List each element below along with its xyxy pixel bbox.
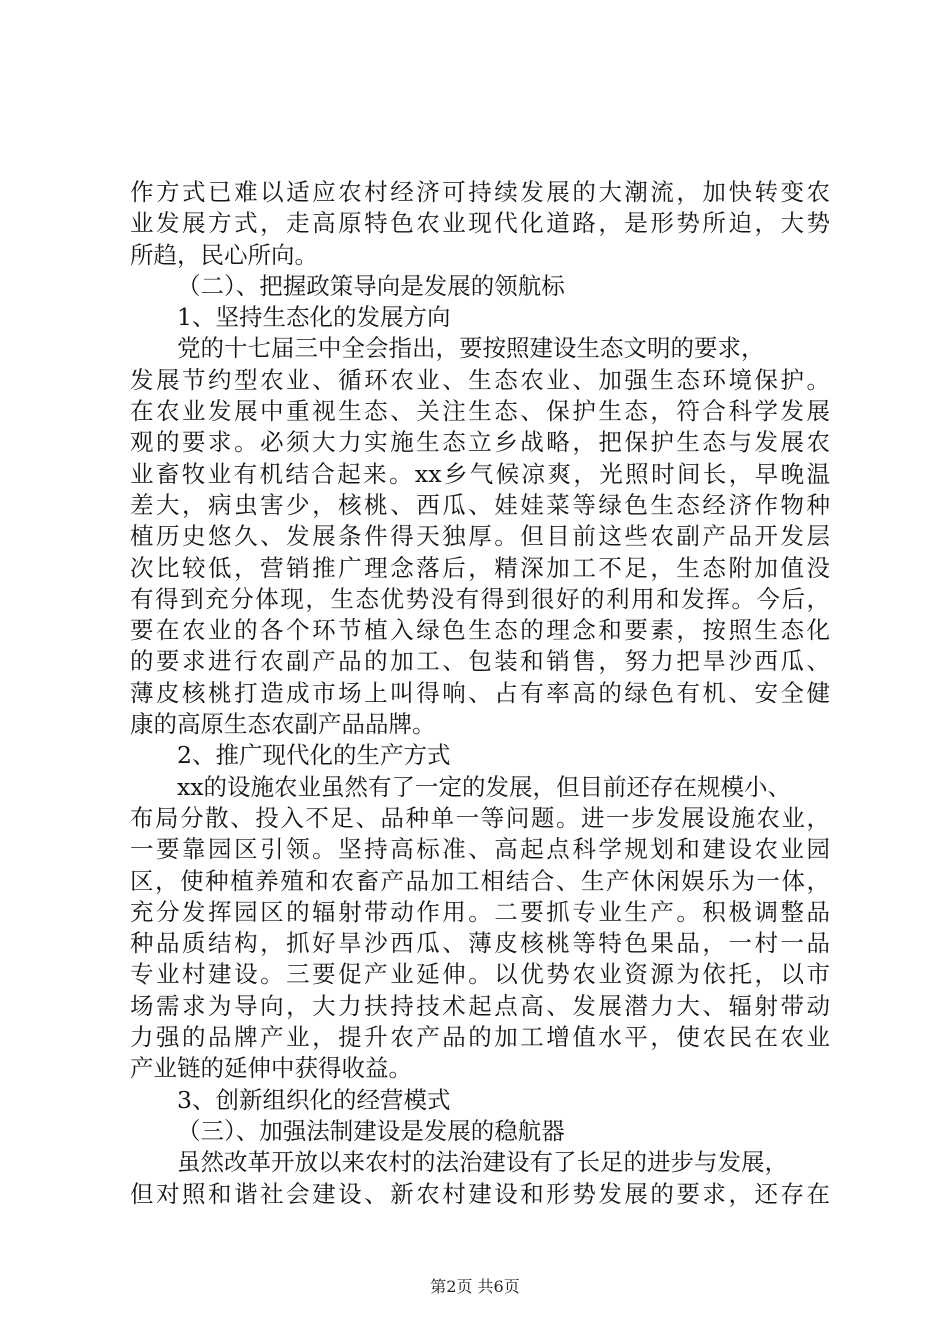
text-line: 产业链的延伸中获得收益。 — [130, 1054, 412, 1083]
section-heading: （二）、把握政策导向是发展的领航标 — [177, 271, 565, 300]
section-heading: （三）、加强法制建设是发展的稳航器 — [177, 1116, 565, 1145]
text-line: 但对照和谐社会建设、新农村建设和形势发展的要求，还存在 — [130, 1179, 830, 1208]
subsection-heading: 1、坚持生态化的发展方向 — [177, 303, 451, 332]
text-line: 次比较低，营销推广理念落后，精深加工不足，生态附加值没 — [130, 553, 830, 582]
page-footer: 第2页 共6页 — [430, 1277, 520, 1296]
text-line: 场需求为导向，大力扶持技术起点高、发展潜力大、辐射带动 — [130, 991, 830, 1020]
text-line: xx的设施农业虽然有了一定的发展，但目前还存在规模小、 — [177, 772, 792, 801]
text-line: 一要靠园区引领。坚持高标准、高起点科学规划和建设农业园 — [130, 835, 830, 864]
text-line: 差大，病虫害少，核桃、西瓜、娃娃菜等绿色生态经济作物种 — [130, 490, 830, 519]
text-line: 党的十七届三中全会指出，要按照建设生态文明的要求， — [177, 334, 765, 363]
text-line: 康的高原生态农副产品品牌。 — [130, 710, 436, 739]
text-line: 发展节约型农业、循环农业、生态农业、加强生态环境保护。 — [130, 365, 830, 394]
text-line: 植历史悠久、发展条件得天独厚。但目前这些农副产品开发层 — [130, 522, 830, 551]
subsection-heading: 3、创新组织化的经营模式 — [177, 1085, 451, 1114]
text-line: 所趋，民心所向。 — [130, 240, 318, 269]
text-line: 虽然改革开放以来农村的法治建设有了长足的进步与发展， — [177, 1148, 788, 1177]
text-line: 作方式已难以适应农村经济可持续发展的大潮流，加快转变农 — [130, 178, 830, 206]
subsection-heading: 2、推广现代化的生产方式 — [177, 741, 451, 770]
text-line: 有得到充分体现，生态优势没有得到很好的利用和发挥。今后， — [130, 584, 830, 613]
text-line: 在农业发展中重视生态、关注生态、保护生态，符合科学发展 — [130, 397, 830, 426]
text-line: 力强的品牌产业，提升农产品的加工增值水平，使农民在农业 — [130, 1023, 830, 1052]
text-line: 的要求进行农副产品的加工、包装和销售，努力把旱沙西瓜、 — [130, 647, 830, 676]
text-line: 种品质结构，抓好旱沙西瓜、薄皮核桃等特色果品，一村一品 — [130, 929, 830, 958]
text-line: 专业村建设。三要促产业延伸。以优势农业资源为依托，以市 — [130, 960, 830, 989]
text-line: 要在农业的各个环节植入绿色生态的理念和要素，按照生态化 — [130, 616, 830, 645]
body-text — [130, 177, 830, 1210]
text-line: 观的要求。必须大力实施生态立乡战略，把保护生态与发展农 — [130, 428, 830, 457]
text-line: 充分发挥园区的辐射带动作用。二要抓专业生产。积极调整品 — [130, 897, 830, 926]
text-line: 布局分散、投入不足、品种单一等问题。进一步发展设施农业， — [130, 803, 830, 832]
text-line: 业发展方式，走高原特色农业现代化道路，是形势所迫，大势 — [130, 209, 830, 238]
text-line: 区，使种植养殖和农畜产品加工相结合、生产休闲娱乐为一体， — [130, 866, 830, 895]
text-line: 薄皮核桃打造成市场上叫得响、占有率高的绿色有机、安全健 — [130, 678, 830, 707]
text-line: 业畜牧业有机结合起来。xx乡气候凉爽，光照时间长，早晚温 — [130, 459, 830, 488]
